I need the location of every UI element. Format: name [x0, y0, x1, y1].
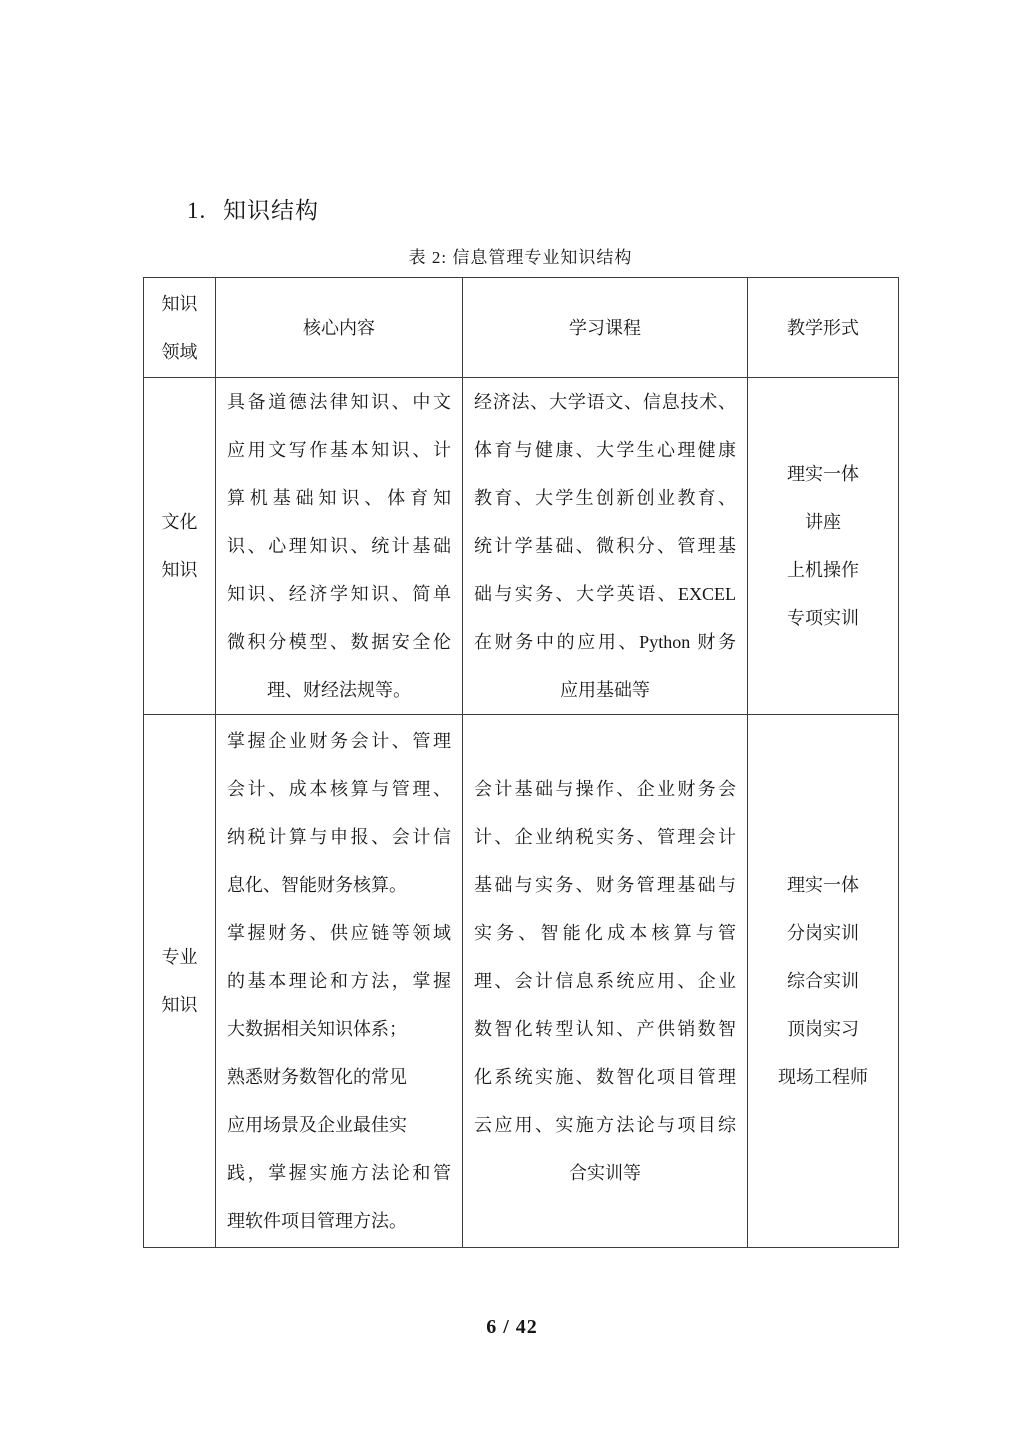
- text-line: 专项实训: [787, 608, 859, 628]
- text-line: 教学形式: [787, 317, 859, 338]
- table-caption: 表 2: 信息管理专业知识结构: [408, 248, 633, 267]
- text-line: 核心内容: [303, 317, 375, 338]
- text-line: 理软件项目管理方法。: [227, 1211, 407, 1231]
- text-line: 学习课程: [569, 317, 641, 338]
- text-line: 合实训等: [569, 1163, 641, 1183]
- core-content-cell: [216, 715, 463, 1248]
- text-line: 掌握企业财务会计、管理: [227, 731, 451, 751]
- text-line: 经济法、大学语文、信息技术、: [474, 392, 736, 412]
- text-line: 践，掌握实施方法论和管: [227, 1163, 451, 1183]
- text-line: 应用文写作基本知识、计: [227, 440, 451, 460]
- column-header-courses: [463, 278, 748, 378]
- text-line: 数智化转型认知、产供销数智: [474, 1019, 736, 1039]
- text-line: 基础与实务、财务管理基础与: [474, 875, 736, 895]
- page-number: 6 / 42: [486, 1316, 538, 1338]
- text-line: 知识: [161, 293, 198, 314]
- text-line: 知识: [161, 995, 198, 1015]
- column-header-core-content: [216, 278, 463, 378]
- text-line: 专业: [161, 947, 198, 967]
- table-row: [144, 378, 899, 715]
- header-row: [144, 278, 899, 378]
- column-header-domain: [144, 278, 216, 378]
- table-body: [144, 378, 899, 1248]
- courses-cell: [463, 378, 748, 715]
- table-row: [144, 715, 899, 1248]
- text-line: 领域: [161, 341, 198, 362]
- text-line: 理实一体: [787, 464, 859, 484]
- teaching-forms-cell: [748, 378, 899, 715]
- text-line: 具备道德法律知识、中文: [227, 392, 451, 412]
- text-line: 上机操作: [787, 560, 859, 580]
- text-line: 文化: [161, 512, 198, 532]
- text-line: 化系统实施、数智化项目管理: [474, 1067, 736, 1087]
- text-line: 顶岗实习: [787, 1019, 859, 1039]
- text-line: 现场工程师: [778, 1067, 868, 1087]
- text-line: 应用基础等: [560, 680, 650, 700]
- text-line: 会计、成本核算与管理、: [227, 779, 451, 799]
- text-line: 大数据相关知识体系；: [227, 1019, 407, 1039]
- text-line: 体育与健康、大学生心理健康: [474, 440, 736, 460]
- text-line: 统计学基础、微积分、管理基: [474, 536, 736, 556]
- text-line: 实务、智能化成本核算与管: [474, 923, 736, 943]
- text-line: 识、心理知识、统计基础: [227, 536, 451, 556]
- text-line: 算机基础知识、体育知: [227, 488, 451, 508]
- teaching-forms-cell: [748, 715, 899, 1248]
- text-line: 会计基础与操作、企业财务会: [474, 779, 736, 799]
- column-header-teaching-forms: [748, 278, 899, 378]
- text-line: 知识、经济学知识、简单: [227, 584, 451, 604]
- text-line: 理实一体: [787, 875, 859, 895]
- text-line: 纳税计算与申报、会计信: [227, 827, 451, 847]
- text-line: 理、财经法规等。: [267, 680, 411, 700]
- text-line: 熟悉财务数智化的常见: [227, 1067, 407, 1087]
- text-line: 础与实务、大学英语、EXCEL: [474, 584, 736, 604]
- text-line: 在财务中的应用、Python 财务: [474, 632, 736, 652]
- section-heading: 1. 知识结构: [187, 198, 319, 223]
- courses-cell: [463, 715, 748, 1248]
- core-content-cell: [216, 378, 463, 715]
- text-line: 教育、大学生创新创业教育、: [474, 488, 736, 508]
- text-line: 知识: [161, 560, 198, 580]
- text-line: 云应用、实施方法论与项目综: [474, 1115, 736, 1135]
- text-line: 分岗实训: [787, 923, 859, 943]
- domain-cell: [144, 715, 216, 1248]
- text-line: 微积分模型、数据安全伦: [227, 632, 451, 652]
- text-line: 理、会计信息系统应用、企业: [474, 971, 736, 991]
- text-line: 的基本理论和方法，掌握: [227, 971, 451, 991]
- text-line: 应用场景及企业最佳实: [227, 1115, 407, 1135]
- domain-cell: [144, 378, 216, 715]
- text-line: 掌握财务、供应链等领域: [227, 923, 451, 943]
- text-line: 计、企业纳税实务、管理会计: [474, 827, 736, 847]
- text-line: 讲座: [805, 512, 841, 532]
- text-line: 综合实训: [787, 971, 859, 991]
- text-line: 息化、智能财务核算。: [227, 875, 407, 895]
- knowledge-structure-table: [143, 277, 899, 1248]
